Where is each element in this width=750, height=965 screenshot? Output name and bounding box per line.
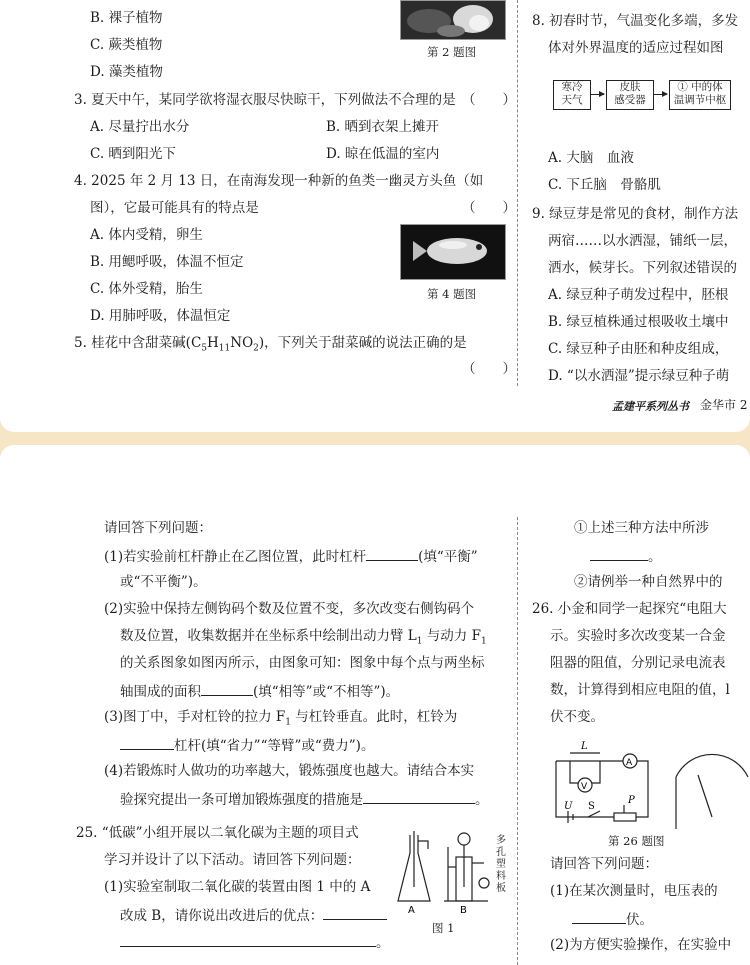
- fig1-label-b: B: [460, 905, 467, 916]
- plant-photo-image: [401, 1, 505, 39]
- q8-option-a: A. 大脑 血液: [548, 150, 634, 166]
- r-blank: [590, 546, 648, 561]
- label-v: V: [581, 782, 588, 792]
- q2-line-a: (2)实验中保持左侧钩码个数及位置不变，多次改变右侧钩码个: [104, 601, 475, 617]
- r-q1-line-a: (1)在某次测量时，电压表的: [550, 883, 718, 899]
- label-u: U: [564, 801, 573, 812]
- q3-option-d: D. 晾在低温的室内: [326, 146, 440, 162]
- q9-stem-line3: 洒水，候芽长。下列叙述错误的: [548, 260, 737, 276]
- q5-h: H: [207, 335, 219, 351]
- q9-option-c: C. 绿豆种子由胚和种皮组成，: [548, 341, 729, 357]
- r-q1-line-b: 伏。: [572, 909, 653, 929]
- q2-plant-photo: [400, 0, 506, 40]
- perforated-plate-mark: [479, 878, 489, 888]
- q2-option-b: B. 裸子植物: [90, 10, 163, 26]
- q1-line-a: (1)若实验前杠杆静止在乙图位置，此时杠杆 (填“平衡”: [104, 546, 478, 566]
- column-divider-bottom: [517, 517, 518, 965]
- q25-line-c: (1)实验室制取二氧化碳的装置由图 1 中的 A: [104, 879, 371, 895]
- q2-line-d: 轴围成的面积 (填“相等”或“不相等”)。: [120, 681, 399, 701]
- fish-photo-image: [401, 225, 505, 279]
- column-divider-top: [517, 0, 518, 386]
- q1-blank: [366, 546, 418, 561]
- meter-dial-arc: [676, 754, 748, 777]
- q9-stem-line1: 9. 绿豆芽是常见的食材，制作方法: [532, 206, 739, 222]
- q26-circuit-diagram: [548, 737, 750, 829]
- q25-line-e: 。: [120, 932, 390, 952]
- q9-option-a: A. 绿豆种子萌发过程中，胚根: [548, 287, 729, 303]
- q2-blank: [201, 681, 253, 696]
- q5-answer-paren: （ ）: [462, 361, 516, 377]
- rheostat-symbol: [614, 813, 636, 821]
- q3-option-b: B. 晒到衣架上摊开: [326, 119, 440, 135]
- flow-arrow-2: [653, 94, 667, 95]
- q3-line-b: 杠杆(填“省力”“等臂”或“费力”)。: [120, 735, 374, 755]
- funnel-bulb-b: [458, 833, 470, 845]
- q2-option-c: C. 蕨类植物: [90, 37, 163, 53]
- r-q1-blank: [572, 909, 626, 924]
- intro-ask: 请回答下列问题：: [104, 520, 212, 536]
- q4-line-b: 验探究提出一条可增加锻炼强度的措施是 。: [120, 789, 489, 809]
- fig1-caption: 图 1: [432, 921, 455, 935]
- q4-answer-paren: （ ）: [462, 200, 516, 216]
- label-a: A: [626, 758, 633, 768]
- q4-option-b: B. 用鳃呼吸，体温不恒定: [90, 254, 244, 270]
- r-q2-line-a: (2)为方便实验操作，在实验中: [550, 937, 732, 953]
- q5-stem-post: )，下列关于甜菜碱的说法正确的是: [258, 335, 467, 351]
- q4-blank: [363, 789, 475, 804]
- q5-no: NO: [230, 335, 254, 351]
- q8-stem-line1: 8. 初春时节，气温变化多端，多发: [532, 13, 739, 29]
- r-ask-line: 请回答下列问题：: [550, 856, 658, 872]
- q5-stem: [74, 334, 467, 358]
- q4-stem-line1: 4. 2025 年 2 月 13 日，在南海发现一种新的鱼类一幽灵方头鱼（如: [74, 173, 484, 189]
- label-s: S: [588, 801, 595, 812]
- label-l: L: [581, 741, 588, 752]
- q8-stem-line2: 体对外界温度的适应过程如图: [548, 40, 724, 56]
- q4-caption: 第 4 题图: [427, 287, 477, 301]
- q4-fish-photo: [400, 224, 506, 280]
- q2-line-c: 的关系图象如图丙所示，由图象可知：图象中每个点与两坐标: [120, 655, 485, 671]
- q26-line-b: 示。实验时多次改变某一合金: [550, 628, 726, 644]
- fig1-apparatus-diagram: [392, 827, 502, 917]
- q25-line-b: 学习并设计了以下活动。请回答下列问题：: [104, 852, 361, 868]
- flow-arrow-1: [590, 94, 604, 95]
- flow-box-regulation-center: ① 中的体 温调节中枢: [669, 80, 731, 110]
- q5-stem-pre: 5. 桂花中含甜菜碱(C: [74, 335, 202, 351]
- q3-answer-paren: （ ）: [462, 92, 516, 108]
- q2-line-b: 数及位置，收集数据并在坐标系中绘制出动力臂 $L_1$ 与动力 $F_1$: [120, 628, 487, 647]
- q26-line-c: 阻器的阻值，分别记录电流表: [550, 655, 726, 671]
- q4-line-a: (4)若锻炼时人做功的功率越大，锻炼强度也越大。请结合本实: [104, 763, 475, 779]
- q4-stem-line2: 图），它最可能具有的特点是: [90, 200, 259, 216]
- q3-line-a: (3)图丁中，手对杠铃的拉力 $F_1$ 与杠铃垂直。此时，杠铃为: [104, 709, 458, 728]
- q4-option-c: C. 体外受精，胎生: [90, 281, 203, 297]
- flow-box-skin-receptor: 皮肤 感受器: [606, 80, 654, 110]
- r-blank-line: 。: [590, 546, 662, 566]
- q9-stem-line2: 两宿……以水洒湿，铺纸一层，: [548, 233, 737, 249]
- q8-option-c: C. 下丘脑 骨骼肌: [548, 177, 661, 193]
- q25-blank-1: [323, 905, 387, 920]
- r-example-line: ②请例举一种自然界中的: [574, 574, 723, 590]
- q3-option-c: C. 晒到阳光下: [90, 146, 176, 162]
- q4-option-d: D. 用肺呼吸，体温恒定: [90, 308, 231, 324]
- footer-series: 孟建平系列丛书: [612, 400, 689, 413]
- q2-option-d: D. 藻类植物: [90, 64, 163, 80]
- q9-option-b: B. 绿豆植株通过根吸收土壤中: [548, 314, 729, 330]
- q1-line-b: 或“不平衡”)。: [120, 574, 207, 590]
- q3-stem: 3. 夏天中午，某同学欲将湿衣服尽快晾干，下列做法不合理的是: [74, 92, 456, 108]
- meter-needle: [698, 775, 712, 817]
- q4-option-a: A. 体内受精，卵生: [90, 227, 203, 243]
- q3-blank: [120, 735, 174, 750]
- fig1-side-label: 多 孔 塑 料 板: [496, 835, 506, 894]
- q5-sub-o: 2: [253, 343, 259, 354]
- r-method-line: ①上述三种方法中所涉: [574, 520, 709, 536]
- q9-option-d: D. “以水洒湿”提示绿豆种子萌: [548, 368, 730, 384]
- q26-line-a: 26. 小金和同学一起探究“电阻大: [532, 601, 727, 617]
- q2-caption: 第 2 题图: [427, 45, 477, 59]
- q26-caption: 第 26 题图: [608, 834, 665, 848]
- q26-line-d: 数，计算得到相应电阻的值，l: [550, 682, 730, 698]
- fig1-label-a: A: [408, 905, 415, 916]
- label-p: P: [628, 795, 635, 806]
- q5-sub-c: 5: [201, 343, 208, 354]
- q25-blank-2: [120, 932, 376, 947]
- q3-option-a: A. 尽量拧出水分: [90, 119, 190, 135]
- q26-line-e: 伏不变。: [550, 709, 604, 725]
- q5-sub-h: 11: [218, 343, 231, 354]
- q25-line-a: 25. “低碳”小组开展以二氧化碳为主题的项目式: [76, 825, 359, 841]
- bottom-page-card: [0, 445, 750, 965]
- flow-box-cold-weather: 寒冷 天气: [553, 80, 591, 110]
- q25-line-d: 改成 B，请你说出改进后的优点：: [120, 905, 387, 925]
- top-page-card: [0, 0, 750, 432]
- tube-a: [418, 841, 428, 849]
- footer-city: 金华市 2: [700, 398, 748, 412]
